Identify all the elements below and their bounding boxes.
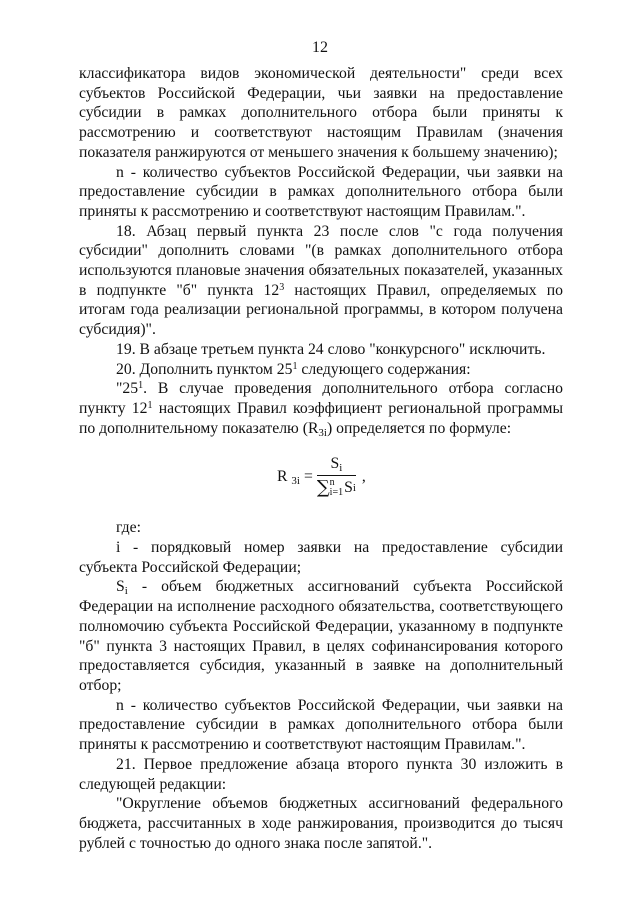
s-subscript: i — [124, 585, 128, 598]
paragraph-i-definition: i - порядковый номер заявки на предоставление субсидии субъекта Российской Федерации; — [79, 539, 563, 576]
sum-lower-limit: i=1 — [329, 487, 344, 499]
formula-block — [79, 450, 563, 518]
page-number: 12 — [312, 39, 328, 56]
formula — [277, 454, 366, 498]
paragraph-item-19: 19. В абзаце третьем пункта 24 слово "конкурсного" исключить. — [116, 340, 546, 358]
paragraph-item-20 — [79, 360, 563, 380]
paragraph-where: где: — [116, 519, 141, 537]
paragraph-n-definition: n - количество субъектов Российской Федерации, чьи заявки на предоставление субсидии в рамках дополнительного отбора были приняты к рассмотрению и соответствуют настоящим Правилам.". — [79, 163, 563, 220]
point-25-superscript: 1 — [138, 380, 144, 392]
paragraph-item-18 — [79, 222, 563, 340]
formula-denominator: ∑ n i=1 S i — [316, 477, 356, 499]
formula-fraction — [317, 454, 356, 498]
point-25-text-d: ) определяется по формуле: — [326, 419, 512, 437]
point-25-text-c: настоящих Правил коэффициент региональной программы по дополнительному показателю ( — [79, 399, 563, 437]
paragraph-quote-rounding: "Округление объемов бюджетных ассигнований федерального бюджета, рассчитанных в ходе ранжирования, производится до тысяч рублей с точностью до одного знака после запятой.". — [79, 795, 563, 852]
document-body — [79, 64, 563, 853]
sum-limits — [330, 478, 343, 498]
item-18-text-b: настоящих Правил, определяемых по итогам года реализации региональной программы, в котором получена субсидия)". — [79, 281, 563, 339]
formula-comma: , — [361, 467, 366, 485]
formula-lhs — [277, 467, 300, 487]
paragraph-continuation: классификатора видов экономической деятельности" среди всех субъектов Российской Федерации, чьи заявки на предоставление субсидии в рамках дополнительного отбора были приняты к рассмотрению и соответствуют настоящим Правилам (значения показателя ранжируются от меньшего значения к большему значению); — [79, 65, 563, 161]
sum-upper-limit: n — [329, 477, 335, 489]
formula-numerator — [324, 454, 348, 475]
paragraph-point-25-1 — [79, 379, 563, 438]
point-25-text-b: . В случае проведения дополнительного отбора согласно пункту 12 — [79, 380, 563, 417]
inline-r-subscript: 3i — [318, 426, 327, 439]
item-20-text-b: следующего содержания: — [297, 360, 471, 378]
paragraph-s-definition — [79, 577, 563, 695]
numerator-symbol: S — [330, 455, 340, 473]
formula-lhs-subscript: 3i — [291, 474, 300, 487]
item-18-superscript: 3 — [279, 281, 285, 293]
item-18-text-a: 18. Абзац первый пункта 23 после слов "с года получения субсидии" дополнить словами "(в рамках дополнительного отбора используются плановые значения обязательных показателей, указанных в подпункте "б" пункта 12 — [79, 222, 563, 299]
point-12-superscript: 1 — [147, 399, 153, 411]
item-20-superscript: 1 — [292, 360, 298, 372]
formula-lhs-symbol: R — [277, 467, 288, 485]
sigma-symbol: ∑ — [316, 477, 330, 499]
paragraph-n-definition-2: n - количество субъектов Российской Федерации, чьи заявки на предоставление субсидии в рамках дополнительного отбора были приняты к рассмотрению и соответствуют настоящим Правилам.". — [79, 696, 563, 754]
paragraph-item-21: 21. Первое предложение абзаца второго пункта 30 изложить в следующей редакции: — [79, 755, 563, 793]
formula-equals: = — [303, 467, 313, 485]
numerator-subscript: i — [339, 462, 343, 475]
item-20-text-a: 20. Дополнить пунктом 25 — [116, 360, 293, 378]
s-definition-text: - объем бюджетных ассигнований субъекта Российской Федерации на исполнение расходного обязательства, соответствующего полномочию субъекта Российской Федерации, указанному в подпункте "б" пункта 3 настоящих Правил, в целях софинансирования которого предоставляется субсидия, указанный в заявке на дополнительный отбор; — [79, 578, 563, 694]
inline-r-symbol: R — [307, 419, 319, 437]
s-symbol: S — [116, 578, 125, 596]
denominator-symbol: S — [344, 479, 353, 497]
point-25-text-a: "25 — [116, 380, 139, 398]
